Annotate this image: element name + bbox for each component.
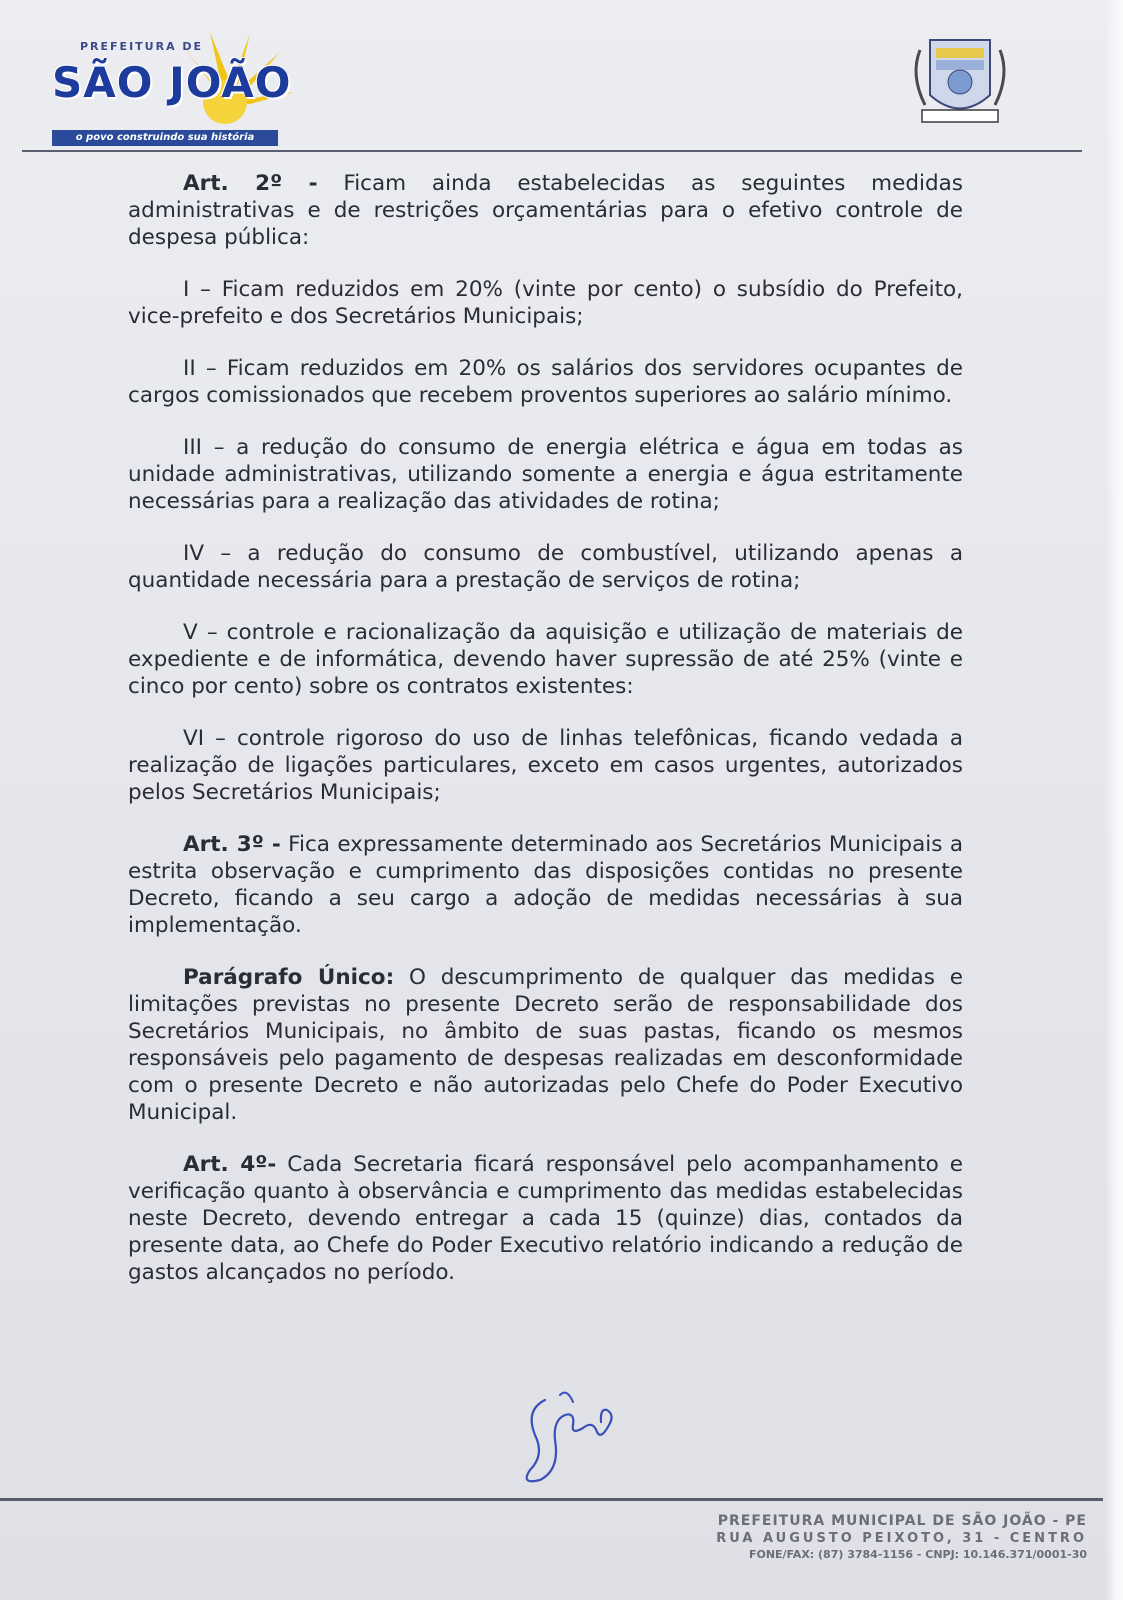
signature bbox=[505, 1380, 645, 1490]
paragraph bbox=[128, 831, 963, 939]
paragraph bbox=[128, 434, 963, 515]
paragraph-text: Cada Secretaria ficará responsável pelo acompanhamento e verificação quanto à observância e cumprimento das medidas estabelecidas neste Decreto, devendo entregar a cada 15 (quinze) dias, contados da presente data, ao Chefe do Poder Executivo relatório indicando a redução de gastos alcançados no período. bbox=[128, 1152, 963, 1285]
logo-slogan: o povo construindo sua história bbox=[52, 130, 278, 146]
decree-body bbox=[128, 170, 963, 1311]
paragraph-lead: Art. 3º - bbox=[183, 832, 281, 857]
page-edge bbox=[1105, 0, 1123, 1600]
paragraph-text: III – a redução do consumo de energia elétrica e água em todas as unidade administrativas, utilizando somente a energia e água estritamente necessárias para a realização das atividades de rotina; bbox=[128, 435, 963, 514]
paragraph bbox=[128, 619, 963, 700]
paragraph bbox=[128, 725, 963, 806]
paragraph-text: Ficam ainda estabelecidas as seguintes medidas administrativas e de restrições orçamentárias para o efetivo controle de despesa pública: bbox=[128, 171, 963, 250]
letterhead bbox=[0, 0, 1123, 165]
logo-title: SÃO JOÃO bbox=[52, 58, 292, 107]
paragraph bbox=[128, 964, 963, 1126]
municipal-seal-icon bbox=[900, 30, 1020, 136]
paragraph-text: I – Ficam reduzidos em 20% (vinte por cento) o subsídio do Prefeito, vice-prefeito e dos Secretários Municipais; bbox=[128, 277, 963, 329]
footer-line-1: PREFEITURA MUNICIPAL DE SÃO JOÃO - PE bbox=[717, 1513, 1087, 1529]
paragraph-text: O descumprimento de qualquer das medidas e limitações previstas no presente Decreto serão de responsabilidade dos Secretários Municipais, no âmbito de suas pastas, ficando os mesmos responsáveis pelo pagamento de despesas realizadas em desconformidade com o presente Decreto e não autorizadas pelo Chefe do Poder Executivo Municipal. bbox=[128, 965, 963, 1125]
header-divider bbox=[22, 150, 1082, 152]
paragraph bbox=[128, 1151, 963, 1286]
paragraph bbox=[128, 276, 963, 330]
paragraph-text: IV – a redução do consumo de combustível, utilizando apenas a quantidade necessária para a prestação de serviços de rotina; bbox=[128, 541, 963, 593]
footer-line-2: RUA AUGUSTO PEIXOTO, 31 - CENTRO bbox=[716, 1531, 1087, 1546]
paragraph-lead: Parágrafo Único: bbox=[183, 965, 395, 990]
paragraph-text: II – Ficam reduzidos em 20% os salários dos servidores ocupantes de cargos comissionados que recebem proventos superiores ao salário mínimo. bbox=[128, 356, 963, 408]
footer-divider bbox=[0, 1498, 1103, 1501]
paragraph bbox=[128, 355, 963, 409]
paragraph bbox=[128, 170, 963, 251]
paragraph-lead: Art. 2º - bbox=[183, 171, 318, 196]
paragraph-text: Fica expressamente determinado aos Secretários Municipais a estrita observação e cumprimento das disposições contidas no presente Decreto, ficando a seu cargo a adoção de medidas necessárias à sua implementação. bbox=[128, 832, 963, 938]
paragraph-text: VI – controle rigoroso do uso de linhas telefônicas, ficando vedada a realização de ligações particulares, exceto em casos urgentes, autorizados pelos Secretários Municipais; bbox=[128, 726, 963, 805]
logo-prefix: PREFEITURA DE bbox=[80, 40, 204, 53]
footer-address bbox=[716, 1512, 1087, 1563]
paragraph bbox=[128, 540, 963, 594]
footer-line-3: FONE/FAX: (87) 3784-1156 - CNPJ: 10.146.371/0001-30 bbox=[748, 1548, 1087, 1561]
paragraph-text: V – controle e racionalização da aquisição e utilização de materiais de expediente e de informática, devendo haver supressão de até 25% (vinte e cinco por cento) sobre os contratos existentes: bbox=[128, 620, 963, 699]
paragraph-lead: Art. 4º- bbox=[183, 1152, 277, 1177]
